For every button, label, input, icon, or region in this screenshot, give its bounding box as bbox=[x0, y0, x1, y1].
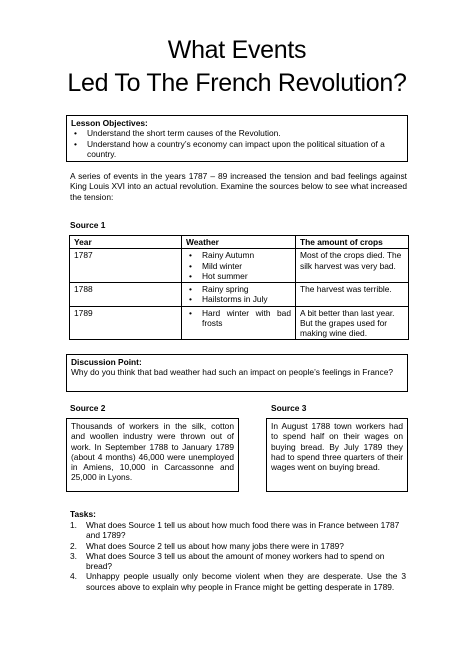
objective-item: • Understand the short term causes of the Revolution. bbox=[71, 128, 403, 138]
cell-crops: Most of the crops died. The silk harvest was very bad. bbox=[296, 249, 409, 283]
discussion-point-box bbox=[66, 354, 408, 392]
cell-weather bbox=[182, 283, 296, 307]
cell-year: 1789 bbox=[70, 306, 182, 340]
cell-year: 1787 bbox=[70, 249, 182, 283]
weather-item: • Rainy spring bbox=[186, 284, 291, 294]
discussion-point-heading: Discussion Point: bbox=[71, 357, 142, 367]
task-number: 4. bbox=[70, 571, 77, 582]
task-item bbox=[70, 520, 406, 541]
task-item bbox=[70, 551, 406, 572]
task-item bbox=[70, 541, 406, 551]
cell-crops: A bit better than last year. But the grapes used for making wine died. bbox=[296, 306, 409, 340]
column-header-year: Year bbox=[70, 236, 182, 249]
weather-item: • Rainy Autumn bbox=[186, 250, 291, 260]
table-header-row bbox=[70, 236, 409, 249]
table-row bbox=[70, 249, 409, 283]
task-number: 1. bbox=[70, 520, 77, 530]
tasks-heading: Tasks: bbox=[70, 509, 96, 519]
task-number: 2. bbox=[70, 540, 77, 551]
cell-year: 1788 bbox=[70, 283, 182, 307]
column-header-crops: The amount of crops bbox=[296, 236, 409, 249]
cell-weather bbox=[182, 249, 296, 283]
tasks-list bbox=[70, 520, 406, 592]
weather-item: • Hailstorms in July bbox=[186, 294, 291, 304]
table-row bbox=[70, 306, 409, 340]
discussion-point-text: Why do you think that bad weather had such an impact on people’s feelings in France? bbox=[71, 367, 394, 378]
table-row bbox=[70, 283, 409, 307]
task-text: What does Source 2 tell us about how many jobs there were in 1789? bbox=[86, 540, 344, 551]
cell-weather bbox=[182, 306, 296, 340]
objective-item: • Understand how a country’s economy can impact upon the political situation of a country. bbox=[71, 139, 403, 160]
lesson-objectives-heading: Lesson Objectives: bbox=[71, 118, 148, 128]
weather-item: • Mild winter bbox=[186, 261, 291, 271]
task-item bbox=[70, 571, 406, 592]
task-text: What does Source 1 tell us about how much food there was in France between 1787 and 1789? bbox=[86, 520, 400, 541]
weather-item: • Hot summer bbox=[186, 271, 291, 281]
task-number: 3. bbox=[70, 550, 77, 561]
title-line-2: Led To The French Revolution? bbox=[67, 69, 407, 97]
source-3-heading: Source 3 bbox=[271, 403, 307, 413]
source-1-heading: Source 1 bbox=[70, 220, 106, 230]
intro-paragraph: A series of events in the years 1787 – 89 increased the tension and bad feelings against King Louis XVI into an actual revolution. Examine the sources below to see what increased the tension: bbox=[70, 171, 407, 202]
column-header-weather: Weather bbox=[182, 236, 296, 249]
title-line-1: What Events bbox=[167, 36, 307, 64]
source-2-heading: Source 2 bbox=[70, 403, 106, 413]
weather-item: • Hard winter with bad frosts bbox=[186, 308, 291, 329]
cell-crops: The harvest was terrible. bbox=[296, 283, 409, 307]
task-text: What does Source 3 tell us about the amount of money workers had to spend on bread? bbox=[86, 550, 385, 571]
lesson-objectives-list bbox=[71, 128, 403, 159]
lesson-objectives-box bbox=[66, 115, 408, 162]
task-text: Unhappy people usually only become violent when they are desperate. Use the 3 sources above to explain why people in France might be getting desperate in 1789. bbox=[86, 571, 406, 592]
source-2-box: Thousands of workers in the silk, cotton and woollen industry were thrown out of work. In September 1788 to January 1789 (about 4 months) 46,000 were unemployed in Amiens, 10,000 in Carcassonne and 25,000 in Lyons. bbox=[66, 418, 239, 492]
source-1-table bbox=[69, 235, 409, 340]
source-3-box: In August 1788 town workers had to spend half on their wages on buying bread. By July 1789 they had to spend three quarters of their wages went on buying bread. bbox=[266, 418, 408, 492]
